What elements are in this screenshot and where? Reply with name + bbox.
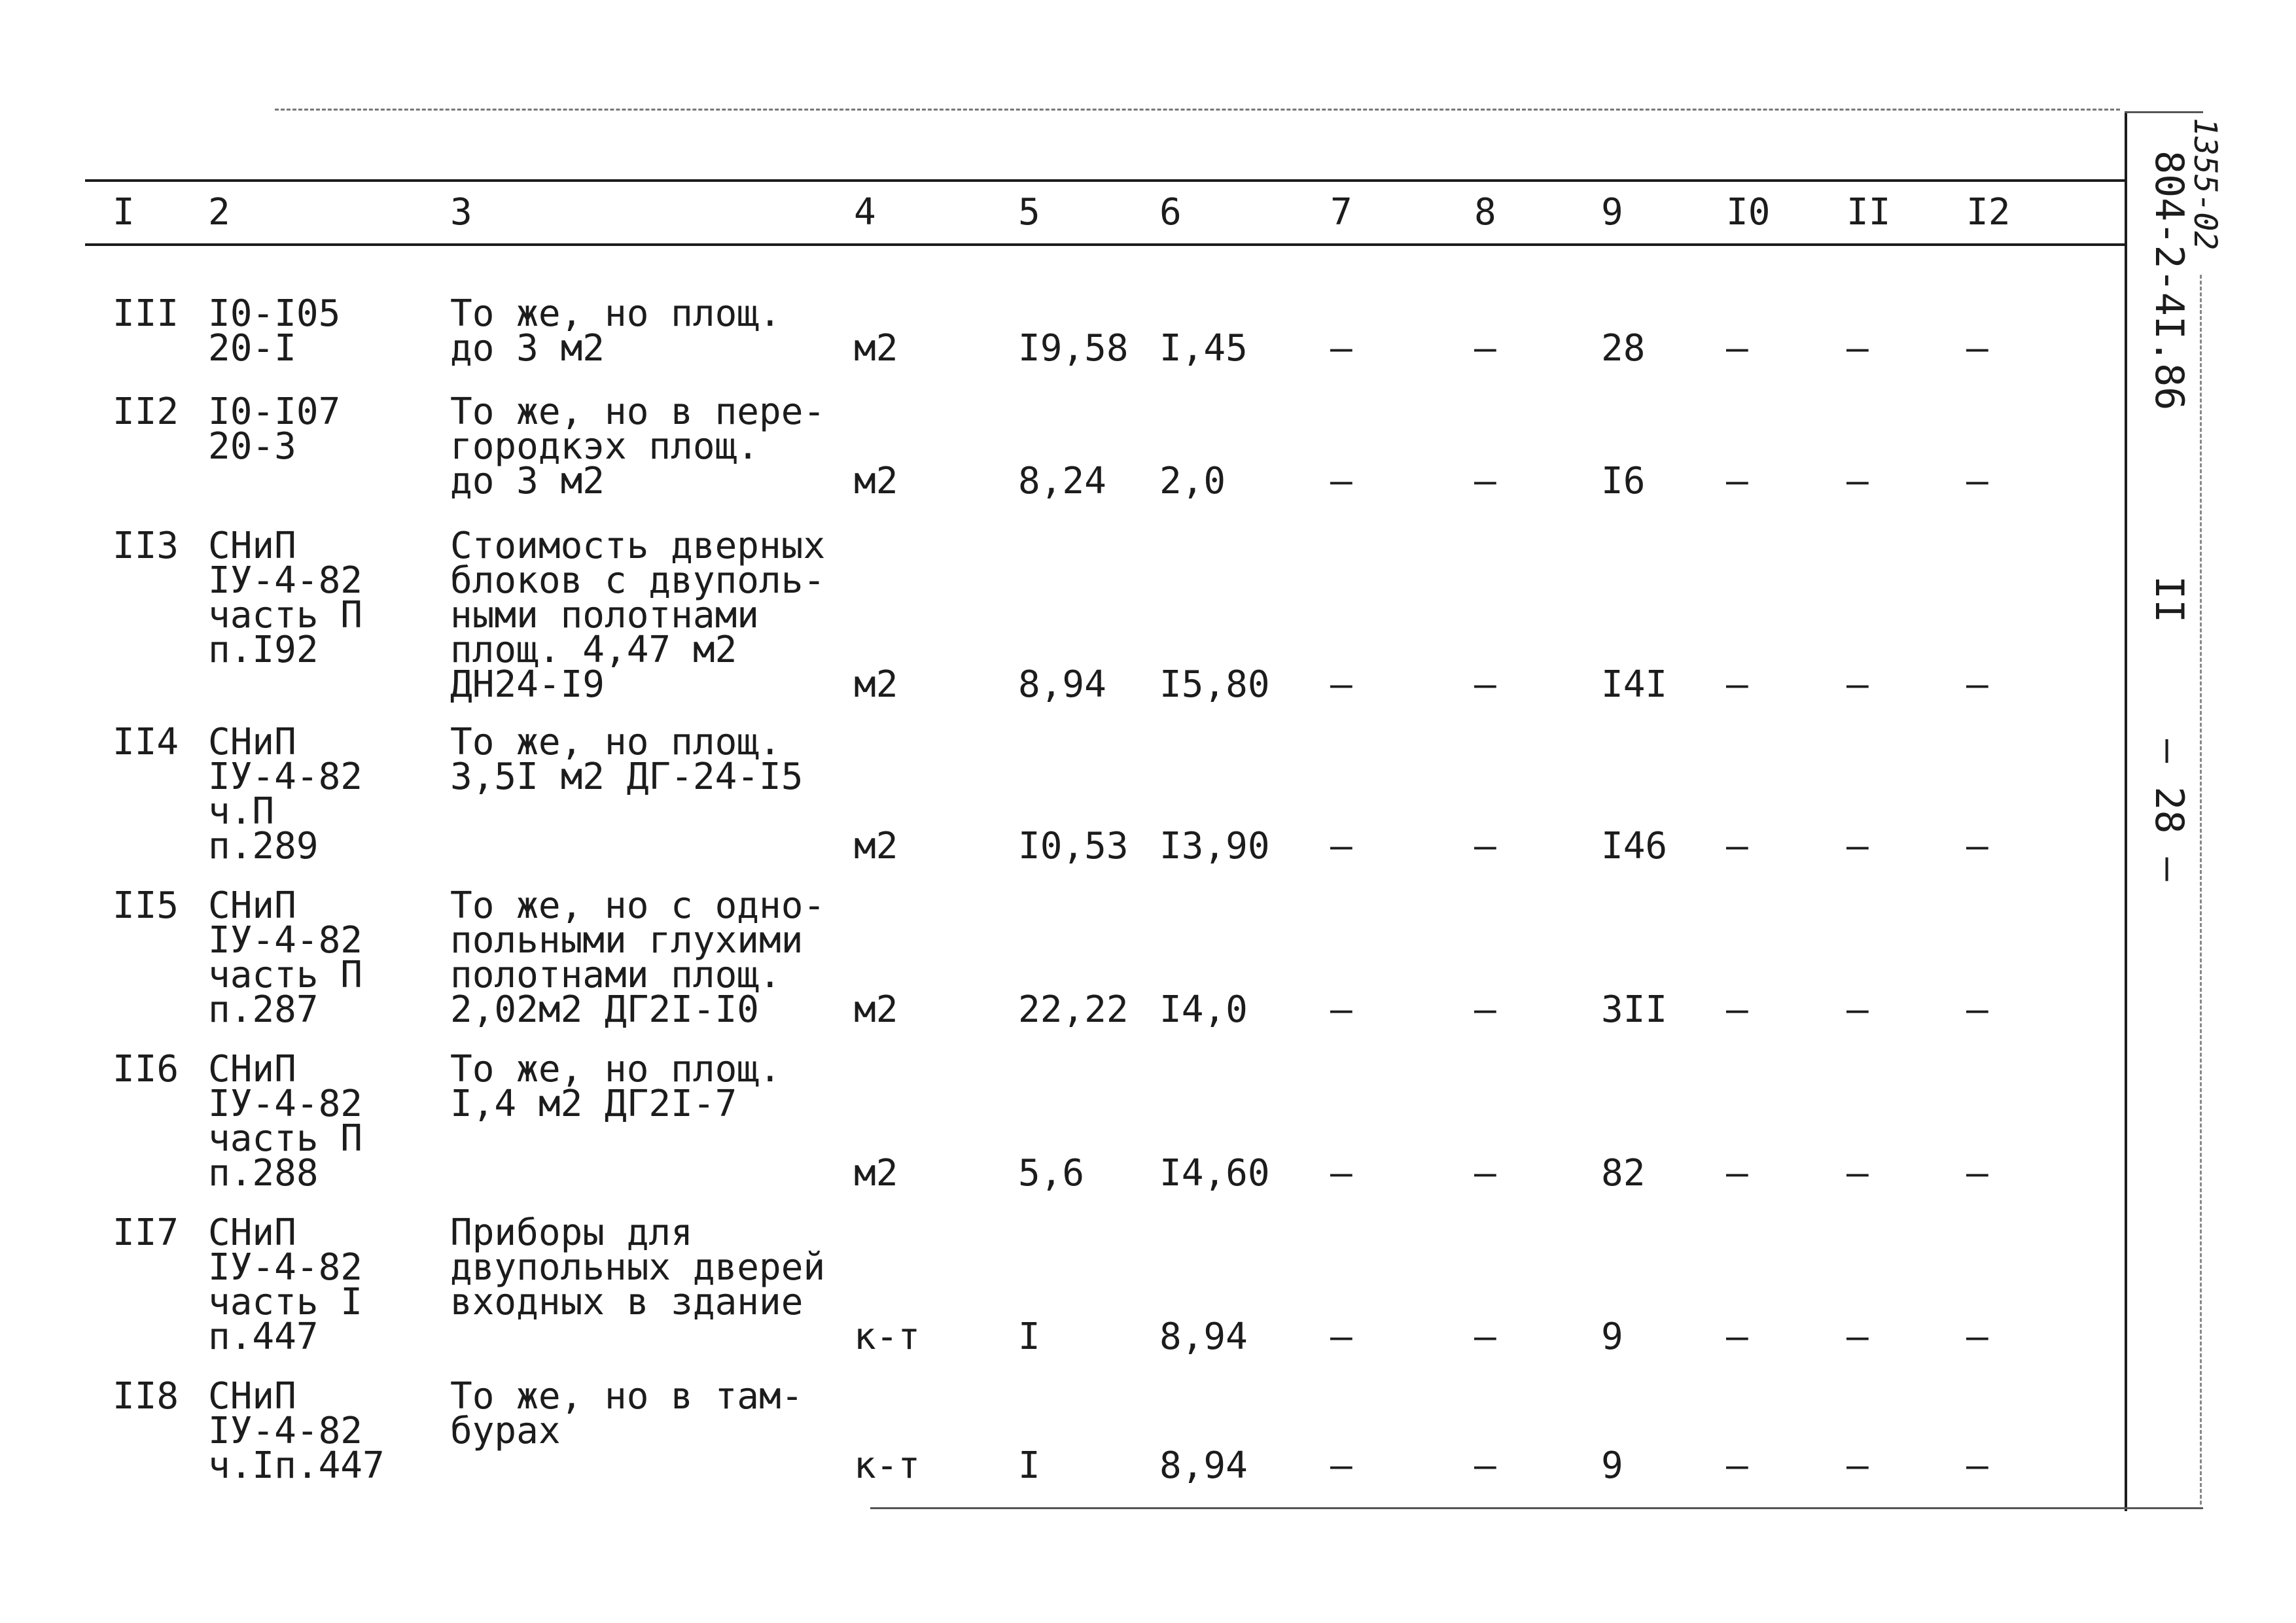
row-number: III (113, 292, 179, 335)
row-value-col-12: – (1966, 663, 1988, 706)
side-page-number: — 28 — (2146, 739, 2192, 881)
row-description-line: 2,02м2 ДГ2I-I0 (450, 988, 760, 1031)
row-value-col-11: – (1846, 1444, 1869, 1487)
header-col-3: 3 (450, 191, 472, 234)
row-source-line: часть П (208, 1117, 363, 1160)
row-value-col-11: – (1846, 1152, 1869, 1195)
row-value-col-9: I4I (1601, 663, 1668, 706)
row-unit: к-т (854, 1444, 921, 1487)
row-value-col-8: – (1474, 327, 1496, 370)
row-source-line: п.288 (208, 1152, 319, 1195)
row-value-col-7: – (1330, 988, 1352, 1031)
row-value-col-7: – (1330, 1444, 1352, 1487)
row-description-line: Стоимость дверных (450, 525, 826, 567)
row-value-col-12: – (1966, 1444, 1988, 1487)
header-col-5: 5 (1018, 191, 1040, 234)
row-value-col-9: 28 (1601, 327, 1646, 370)
row-value-col-7: – (1330, 327, 1352, 370)
row-value-col-9: 82 (1601, 1152, 1646, 1195)
frame-right-vertical (2125, 111, 2127, 1511)
header-col-12: I2 (1966, 191, 2011, 234)
row-value-col-10: – (1726, 825, 1748, 867)
row-description-line: ными полотнами (450, 594, 760, 637)
row-unit: м2 (854, 327, 898, 370)
header-col-8: 8 (1474, 191, 1496, 234)
row-source-line: I0-I05 (208, 292, 341, 335)
header-col-6: 6 (1159, 191, 1182, 234)
side-project-number: 804-2-4I.86 (2146, 150, 2192, 411)
row-value-col-5: 22,22 (1018, 988, 1129, 1031)
row-value-col-9: 9 (1601, 1316, 1623, 1358)
row-value-col-10: – (1726, 663, 1748, 706)
row-value-col-8: – (1474, 988, 1496, 1031)
row-value-col-7: – (1330, 460, 1352, 502)
row-source-line: ч.Iп.447 (208, 1444, 385, 1487)
row-value-col-10: – (1726, 1316, 1748, 1358)
header-col-4: 4 (854, 191, 876, 234)
row-description-line: 3,5I м2 ДГ-24-I5 (450, 756, 804, 798)
row-source-line: СНиП (208, 525, 296, 567)
row-description-line: ДН24-I9 (450, 663, 605, 706)
row-value-col-12: – (1966, 1316, 1988, 1358)
row-source-line: часть П (208, 954, 363, 996)
row-value-col-12: – (1966, 460, 1988, 502)
row-value-col-10: – (1726, 1152, 1748, 1195)
row-description-line: до 3 м2 (450, 460, 605, 502)
row-value-col-7: – (1330, 663, 1352, 706)
row-number: II5 (113, 884, 179, 927)
row-unit: к-т (854, 1316, 921, 1358)
row-source-line: I0-I07 (208, 391, 341, 433)
row-value-col-8: – (1474, 1152, 1496, 1195)
row-value-col-12: – (1966, 1152, 1988, 1195)
row-number: II6 (113, 1048, 179, 1091)
row-value-col-10: – (1726, 460, 1748, 502)
row-source-line: п.289 (208, 825, 319, 867)
row-value-col-8: – (1474, 460, 1496, 502)
row-number: II4 (113, 721, 179, 763)
row-source-line: СНиП (208, 884, 296, 927)
row-number: II8 (113, 1375, 179, 1418)
row-description-line: площ. 4,47 м2 (450, 629, 737, 671)
row-value-col-6: I3,90 (1159, 825, 1270, 867)
row-value-col-11: – (1846, 327, 1869, 370)
header-col-7: 7 (1330, 191, 1352, 234)
frame-right-corner (2125, 1507, 2203, 1509)
row-number: II2 (113, 391, 179, 433)
row-source-line: часть П (208, 594, 363, 637)
row-source-line: 20-I (208, 327, 296, 370)
header-top-rule (85, 179, 2127, 182)
row-number: II3 (113, 525, 179, 567)
row-value-col-6: I5,80 (1159, 663, 1270, 706)
row-description-line: до 3 м2 (450, 327, 605, 370)
header-bottom-rule (85, 243, 2127, 246)
row-source-line: IУ-4-82 (208, 1246, 363, 1289)
row-source-line: IУ-4-82 (208, 559, 363, 602)
row-description-line: двупольных дверей (450, 1246, 826, 1289)
row-source-line: СНиП (208, 1375, 296, 1418)
row-value-col-11: – (1846, 460, 1869, 502)
row-unit: м2 (854, 988, 898, 1031)
header-col-1: I (113, 191, 135, 234)
scan-right-dashes (2200, 275, 2202, 1505)
row-source-line: часть I (208, 1281, 363, 1323)
row-value-col-9: I6 (1601, 460, 1646, 502)
row-source-line: СНиП (208, 721, 296, 763)
row-value-col-9: 9 (1601, 1444, 1623, 1487)
row-description-line: То же, но площ. (450, 292, 781, 335)
row-value-col-11: – (1846, 988, 1869, 1031)
row-value-col-5: I9,58 (1018, 327, 1129, 370)
header-col-10: I0 (1726, 191, 1771, 234)
row-source-line: п.447 (208, 1316, 319, 1358)
row-description-line: То же, но площ. (450, 1048, 781, 1091)
row-description-line: То же, но в там- (450, 1375, 804, 1418)
row-source-line: IУ-4-82 (208, 1410, 363, 1452)
row-value-col-6: I,45 (1159, 327, 1248, 370)
scan-top-dashes (275, 109, 2120, 113)
row-value-col-10: – (1726, 988, 1748, 1031)
row-value-col-11: – (1846, 663, 1869, 706)
row-description-line: блоков с двуполь- (450, 559, 826, 602)
row-value-col-5: I (1018, 1444, 1040, 1487)
row-value-col-6: 8,94 (1159, 1444, 1248, 1487)
row-value-col-6: 8,94 (1159, 1316, 1248, 1358)
row-source-line: п.287 (208, 988, 319, 1031)
row-description-line: полотнами площ. (450, 954, 781, 996)
row-source-line: 20-3 (208, 425, 296, 468)
row-description-line: То же, но площ. (450, 721, 781, 763)
row-value-col-5: I (1018, 1316, 1040, 1358)
row-source-line: ч.П (208, 790, 275, 833)
row-source-line: СНиП (208, 1212, 296, 1254)
side-section-number: II (2146, 576, 2192, 623)
header-col-11: II (1846, 191, 1891, 234)
row-unit: м2 (854, 1152, 898, 1195)
row-value-col-12: – (1966, 825, 1988, 867)
side-code-handwritten: 1355-02 (2187, 118, 2223, 251)
row-value-col-9: I46 (1601, 825, 1668, 867)
row-description-line: То же, но в пере- (450, 391, 826, 433)
row-value-col-8: – (1474, 1316, 1496, 1358)
row-value-col-7: – (1330, 825, 1352, 867)
row-value-col-10: – (1726, 1444, 1748, 1487)
row-source-line: СНиП (208, 1048, 296, 1091)
row-unit: м2 (854, 825, 898, 867)
row-value-col-6: 2,0 (1159, 460, 1226, 502)
row-value-col-7: – (1330, 1152, 1352, 1195)
row-value-col-5: 5,6 (1018, 1152, 1085, 1195)
row-description-line: бурах (450, 1410, 561, 1452)
row-source-line: IУ-4-82 (208, 1083, 363, 1125)
row-value-col-8: – (1474, 825, 1496, 867)
row-description-line: городкэх площ. (450, 425, 760, 468)
row-value-col-12: – (1966, 327, 1988, 370)
row-description-line: Приборы для (450, 1212, 693, 1254)
row-value-col-5: I0,53 (1018, 825, 1129, 867)
header-col-2: 2 (208, 191, 230, 234)
row-value-col-8: – (1474, 663, 1496, 706)
row-description-line: I,4 м2 ДГ2I-7 (450, 1083, 737, 1125)
row-value-col-11: – (1846, 825, 1869, 867)
row-description-line: То же, но с одно- (450, 884, 826, 927)
row-description-line: входных в здание (450, 1281, 804, 1323)
row-value-col-12: – (1966, 988, 1988, 1031)
row-number: II7 (113, 1212, 179, 1254)
row-value-col-5: 8,94 (1018, 663, 1106, 706)
row-value-col-6: I4,0 (1159, 988, 1248, 1031)
row-source-line: п.I92 (208, 629, 319, 671)
row-description-line: польными глухими (450, 919, 804, 962)
row-unit: м2 (854, 663, 898, 706)
row-source-line: IУ-4-82 (208, 919, 363, 962)
row-value-col-9: 3II (1601, 988, 1668, 1031)
row-value-col-5: 8,24 (1018, 460, 1106, 502)
row-value-col-11: – (1846, 1316, 1869, 1358)
row-value-col-8: – (1474, 1444, 1496, 1487)
row-value-col-10: – (1726, 327, 1748, 370)
row-source-line: IУ-4-82 (208, 756, 363, 798)
row-value-col-7: – (1330, 1316, 1352, 1358)
row-value-col-6: I4,60 (1159, 1152, 1270, 1195)
frame-right-top (2125, 111, 2203, 113)
table-bottom-rule (870, 1507, 2127, 1509)
header-col-9: 9 (1601, 191, 1623, 234)
row-unit: м2 (854, 460, 898, 502)
